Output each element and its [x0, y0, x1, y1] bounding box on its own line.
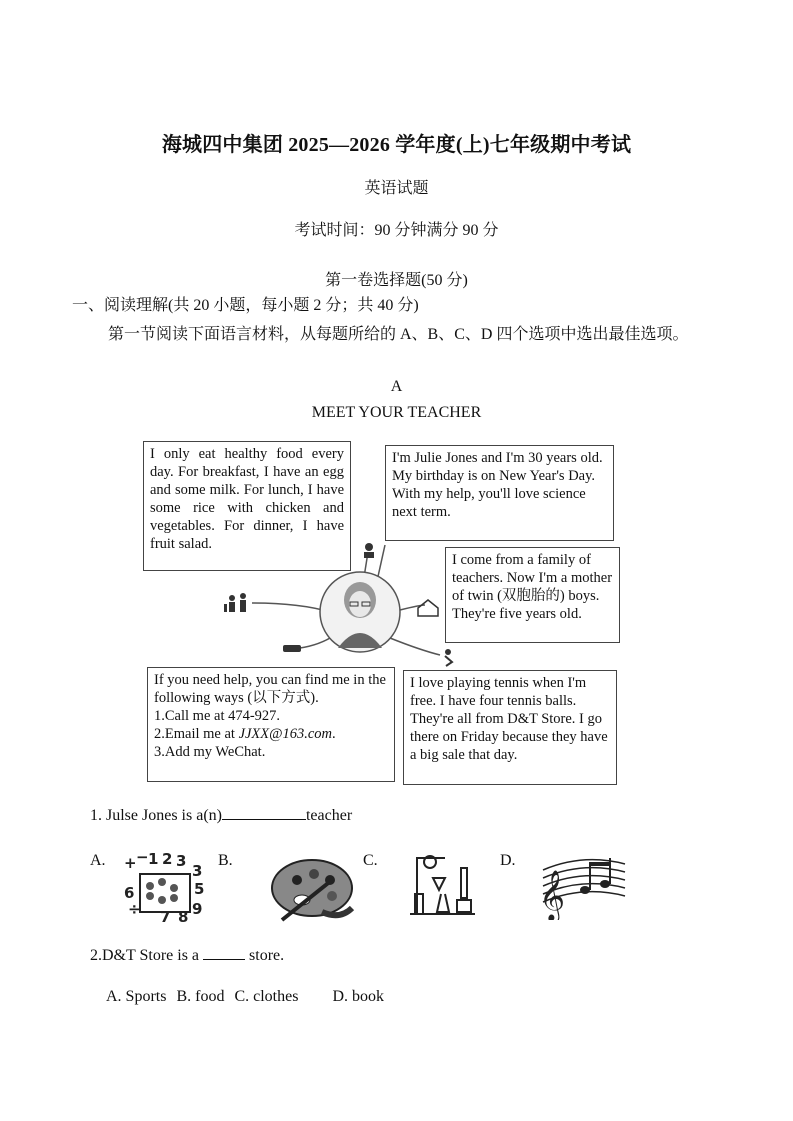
q2-option-b[interactable]: B. food [176, 988, 225, 1005]
contact-box [147, 667, 395, 782]
teacher-portrait-icon [320, 572, 400, 652]
contact-phone: 1.Call me at 474-927. [154, 708, 281, 724]
paint-palette-icon [262, 850, 362, 935]
healthy-food-box: I only eat healthy food every day. For breakfast, I have an egg and some milk. For lunch, I have some rice with chicken and vegetables. For dinner, I have fruit salad. [143, 441, 351, 571]
music-notes-icon [533, 848, 633, 920]
exam-subject: 英语试题 [364, 180, 429, 197]
contact-wechat: 3.Add my WeChat. [154, 744, 266, 760]
exam-title: 海城四中集团 2025—2026 学年度(上)七年级期中考试 [161, 134, 632, 156]
volume-heading: 第一卷选择题(50 分) [325, 272, 468, 289]
passage-label: A [390, 378, 403, 395]
svg-text:−: − [136, 848, 149, 866]
q2-options [106, 988, 390, 1006]
svg-text:9: 9 [192, 900, 203, 918]
svg-text:6: 6 [124, 884, 135, 902]
answer-blank [222, 805, 306, 820]
contact-email: 2.Email me at JJXX@163.com. [154, 726, 336, 742]
contact-intro: If you need help, you can find me in the following ways (以下方式). [154, 672, 386, 706]
q1-option-c-label: C. [363, 852, 378, 869]
lab-equipment-icon [405, 848, 480, 920]
question-2: 2.D&T Store is a store. [90, 947, 285, 964]
teacher-intro-box: I'm Julie Jones and I'm 30 years old. My birthday is on New Year's Day. With my help, you'll love science next term. [385, 445, 614, 541]
q1-option-b-label: B. [218, 852, 233, 869]
phone-icon [283, 645, 301, 652]
section-heading: 一、阅读理解(共 20 小题，每小题 2 分；共 40 分) [72, 297, 419, 314]
section-instruction: 第一节阅读下面语言材料，从每题所给的 A、B、C、D 四个选项中选出最佳选项。 [108, 326, 689, 343]
question-1: 1. Julse Jones is a(n) teacher [90, 807, 353, 824]
svg-text:7: 7 [160, 908, 171, 926]
q2-option-d[interactable]: D. book [332, 988, 385, 1005]
q2-option-c[interactable]: C. clothes [234, 988, 299, 1005]
passage-title: MEET YOUR TEACHER [311, 404, 482, 421]
svg-text:5: 5 [194, 880, 205, 898]
svg-text:÷: ÷ [128, 900, 141, 918]
person-icon [364, 543, 374, 558]
exam-time-info: 考试时间：90 分钟满分 90 分 [294, 222, 499, 239]
house-icon [418, 600, 438, 616]
family-box: I come from a family of teachers. Now I'm a mother of twin (双胞胎的) boys. They're five years old. [445, 547, 620, 643]
abacus-numbers-icon [120, 848, 210, 928]
svg-text:8: 8 [178, 908, 189, 926]
svg-text:3: 3 [192, 862, 203, 880]
tennis-player-icon [445, 649, 452, 666]
family-icon [224, 593, 246, 612]
answer-blank [203, 945, 245, 960]
hobby-box: I love playing tennis when I'm free. I have four tennis balls. They're all from D&T Store. I go there on Friday because they have a big sale that day. [403, 670, 617, 785]
q1-option-a-label: A. [90, 852, 106, 869]
svg-text:𝄞: 𝄞 [539, 870, 566, 920]
svg-text:+: + [124, 854, 137, 872]
svg-text:1: 1 [148, 850, 159, 868]
svg-text:2: 2 [162, 850, 173, 868]
email-address: JJXX@163.com [238, 726, 333, 742]
q2-option-a[interactable]: A. Sports [106, 988, 167, 1005]
q1-option-d-label: D. [500, 852, 516, 869]
svg-text:3: 3 [176, 852, 187, 870]
